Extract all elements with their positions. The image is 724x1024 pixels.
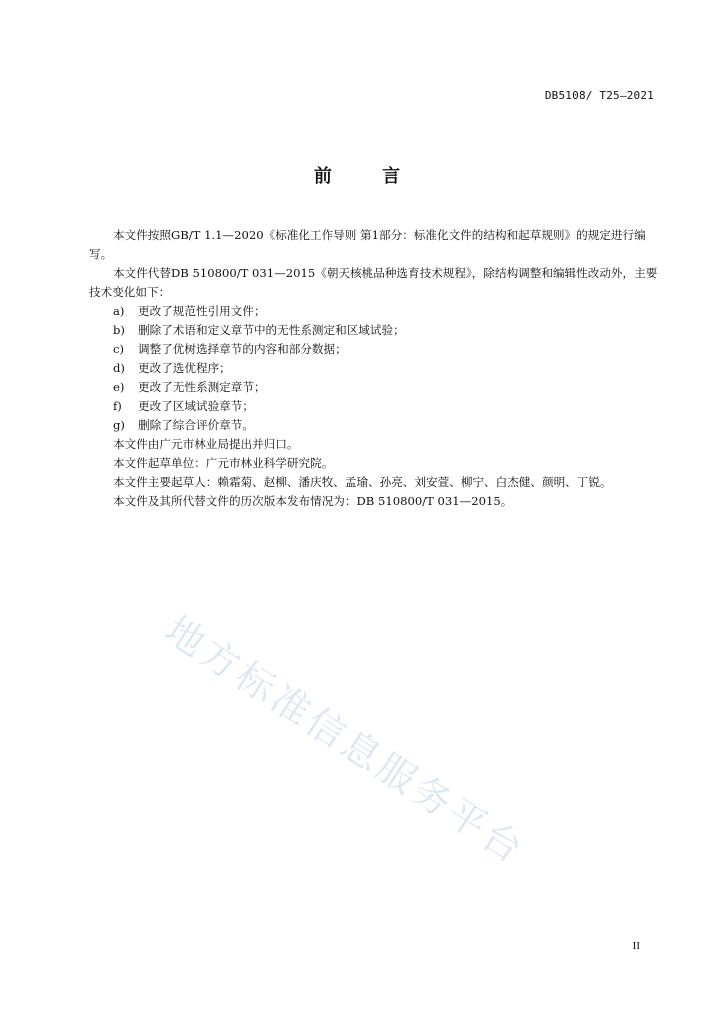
doc-code: DB5108/ T25—2021 <box>544 89 654 102</box>
list-item: g) 删除了综合评价章节。 <box>113 418 254 432</box>
paragraph-basis: 本文件按照GB/T 1.1—2020《标准化工作导则 第1部分：标准化文件的结构和起草规则》的规定进行编写。 <box>89 228 646 261</box>
paragraph-proposer: 本文件由广元市林业局提出并归口。 <box>113 437 299 451</box>
list-item: e) 更改了无性系测定章节； <box>113 380 266 394</box>
list-item: a) 更改了规范性引用文件； <box>113 304 266 318</box>
paragraph-drafters: 本文件主要起草人：赖霜菊、赵柳、潘庆牧、孟瑜、孙亮、刘安萱、柳宁、白杰健、颜明、丁锐。 <box>113 475 612 489</box>
page-number: II <box>632 940 640 952</box>
list-item: b) 删除了术语和定义章节中的无性系测定和区域试验； <box>113 323 405 337</box>
foreword-content <box>89 226 661 511</box>
list-item: d) 更改了选优程序； <box>113 361 231 375</box>
change-list <box>89 302 661 435</box>
list-item: c) 调整了优树选择章节的内容和部分数据； <box>113 342 347 356</box>
watermark: 地方标准信息服务平台 <box>157 607 534 874</box>
paragraph-history: 本文件及其所代替文件的历次版本发布情况为：DB 510800/T 031—2015。 <box>113 494 513 508</box>
list-item: f) 更改了区域试验章节； <box>113 399 254 413</box>
paragraph-replacement: 本文件代替DB 510800/T 031—2015《朝天核桃品种选育技术规程》，除结构调整和编辑性改动外，主要技术变化如下： <box>89 266 658 299</box>
page-title: 前 言 <box>313 166 423 187</box>
paragraph-drafting-unit: 本文件起草单位：广元市林业科学研究院。 <box>113 456 334 470</box>
